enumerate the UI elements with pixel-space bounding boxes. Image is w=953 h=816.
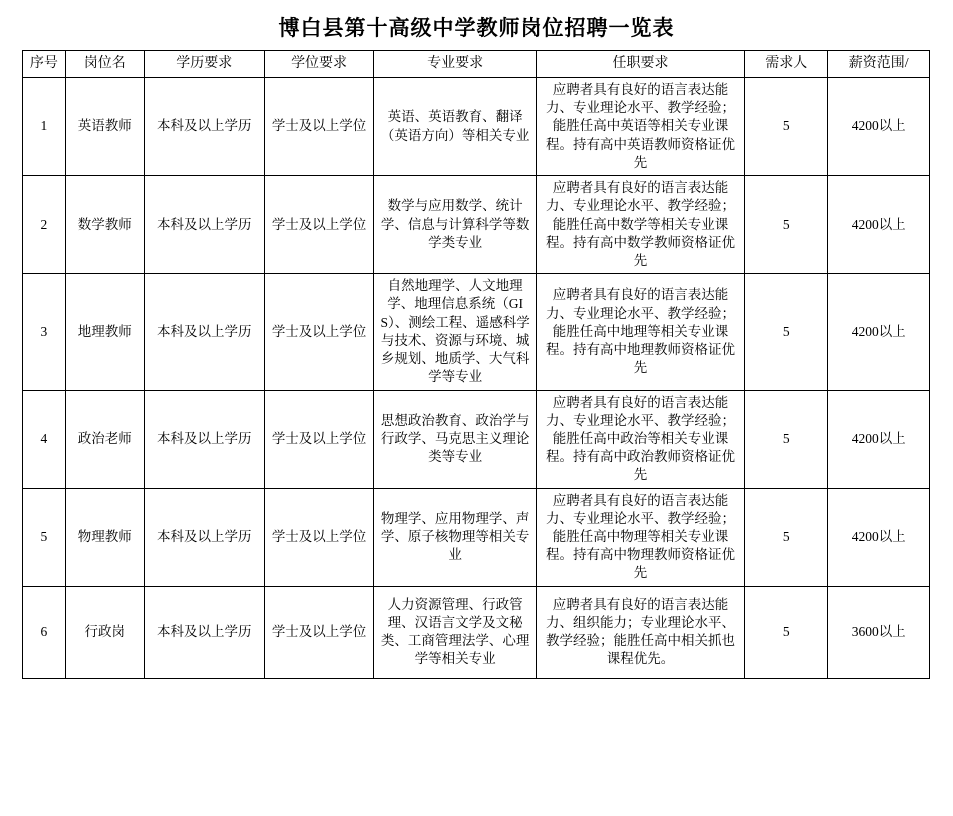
cell-count: 5 [745, 274, 828, 390]
cell-post: 英语教师 [65, 78, 144, 176]
table-header-row [23, 51, 930, 78]
cell-education: 本科及以上学历 [144, 274, 264, 390]
table-row [23, 274, 930, 390]
cell-count: 5 [745, 586, 828, 678]
cell-salary: 4200以上 [828, 488, 930, 586]
column-header-duty: 任职要求 [536, 51, 744, 78]
table-row [23, 488, 930, 586]
table-row [23, 176, 930, 274]
cell-no: 6 [23, 586, 66, 678]
cell-count: 5 [745, 78, 828, 176]
cell-post: 物理教师 [65, 488, 144, 586]
cell-degree: 学士及以上学位 [264, 176, 374, 274]
recruitment-table [22, 50, 930, 679]
column-header-count: 需求人 [745, 51, 828, 78]
table-row [23, 586, 930, 678]
column-header-degree: 学位要求 [264, 51, 374, 78]
cell-education: 本科及以上学历 [144, 488, 264, 586]
cell-duty: 应聘者具有良好的语言表达能力、专业理论水平、教学经验；能胜任高中数学等相关专业课程。持有高中数学教师资格证优先 [536, 176, 744, 274]
cell-post: 数学教师 [65, 176, 144, 274]
cell-post: 地理教师 [65, 274, 144, 390]
cell-major: 英语、英语教育、翻译（英语方向）等相关专业 [374, 78, 537, 176]
cell-count: 5 [745, 176, 828, 274]
table-body [23, 78, 930, 679]
cell-major: 物理学、应用物理学、声学、原子核物理等相关专业 [374, 488, 537, 586]
table-header [23, 51, 930, 78]
cell-duty: 应聘者具有良好的语言表达能力、专业理论水平、教学经验；能胜任高中英语等相关专业课程。持有高中英语教师资格证优先 [536, 78, 744, 176]
cell-post: 行政岗 [65, 586, 144, 678]
cell-salary: 4200以上 [828, 390, 930, 488]
cell-salary: 4200以上 [828, 274, 930, 390]
cell-no: 3 [23, 274, 66, 390]
cell-duty: 应聘者具有良好的语言表达能力、组织能力；专业理论水平、教学经验；能胜任高中相关抓也课程优先。 [536, 586, 744, 678]
cell-no: 5 [23, 488, 66, 586]
cell-major: 数学与应用数学、统计学、信息与计算科学等数学类专业 [374, 176, 537, 274]
cell-major: 人力资源管理、行政管理、汉语言文学及文秘类、工商管理法学、心理学等相关专业 [374, 586, 537, 678]
table-row [23, 390, 930, 488]
cell-duty: 应聘者具有良好的语言表达能力、专业理论水平、教学经验；能胜任高中政治等相关专业课程。持有高中政治教师资格证优先 [536, 390, 744, 488]
cell-no: 2 [23, 176, 66, 274]
cell-duty: 应聘者具有良好的语言表达能力、专业理论水平、教学经验；能胜任高中物理等相关专业课程。持有高中物理教师资格证优先 [536, 488, 744, 586]
page-title: 博白县第十高级中学教师岗位招聘一览表 [278, 16, 675, 40]
cell-count: 5 [745, 488, 828, 586]
cell-no: 4 [23, 390, 66, 488]
cell-education: 本科及以上学历 [144, 390, 264, 488]
cell-education: 本科及以上学历 [144, 176, 264, 274]
table-row [23, 78, 930, 176]
cell-salary: 4200以上 [828, 176, 930, 274]
cell-degree: 学士及以上学位 [264, 78, 374, 176]
column-header-education: 学历要求 [144, 51, 264, 78]
cell-count: 5 [745, 390, 828, 488]
cell-degree: 学士及以上学位 [264, 488, 374, 586]
cell-education: 本科及以上学历 [144, 78, 264, 176]
cell-salary: 4200以上 [828, 78, 930, 176]
cell-degree: 学士及以上学位 [264, 274, 374, 390]
column-header-major: 专业要求 [374, 51, 537, 78]
cell-degree: 学士及以上学位 [264, 586, 374, 678]
cell-post: 政治老师 [65, 390, 144, 488]
cell-major: 思想政治教育、政治学与行政学、马克思主义理论类等专业 [374, 390, 537, 488]
cell-major: 自然地理学、人文地理学、地理信息系统（GIS）、测绘工程、遥感科学与技术、资源与环境、城乡规划、地质学、大气科学等专业 [374, 274, 537, 390]
cell-salary: 3600以上 [828, 586, 930, 678]
column-header-no: 序号 [23, 51, 66, 78]
cell-education: 本科及以上学历 [144, 586, 264, 678]
cell-no: 1 [23, 78, 66, 176]
cell-duty: 应聘者具有良好的语言表达能力、专业理论水平、教学经验；能胜任高中地理等相关专业课程。持有高中地理教师资格证优先 [536, 274, 744, 390]
cell-degree: 学士及以上学位 [264, 390, 374, 488]
column-header-salary: 薪资范围/ [828, 51, 930, 78]
column-header-post: 岗位名 [65, 51, 144, 78]
